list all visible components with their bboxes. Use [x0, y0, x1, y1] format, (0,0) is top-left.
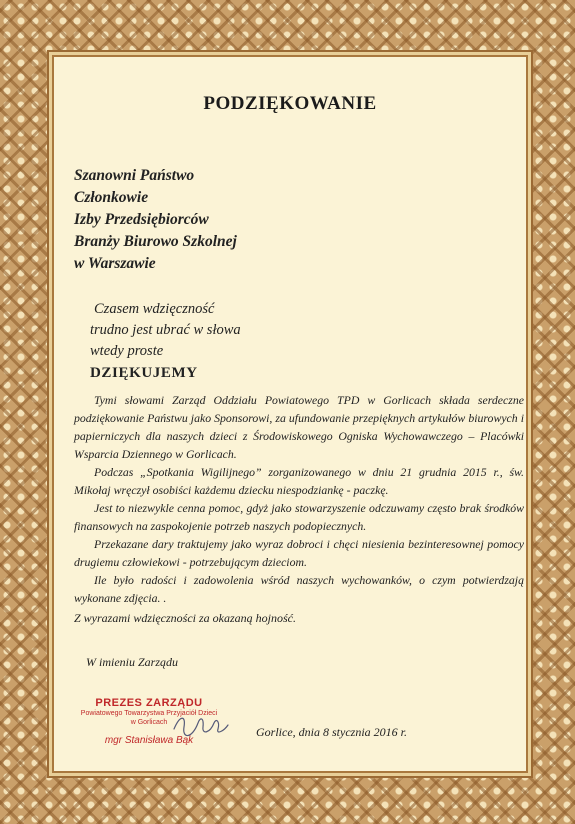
body-paragraph: Podczas „Spotkania Wigilijnego” zorganizowanego w dniu 21 grudnia 2015 r., św. Mikołaj wręczył osobiści każdemu dziecku niespodziankę - paczkę.: [74, 465, 524, 497]
quote-emphasis: DZIĘKUJEMY: [90, 365, 198, 381]
stamp-title: PREZES ZARZĄDU: [95, 697, 203, 709]
quote-line: trudno jest ubrać w słowa: [90, 322, 241, 338]
body-paragraph: Przekazane dary traktujemy jako wyraz dobroci i chęci niesienia bezinteresownej pomocy drugiemu człowiekowi - potrzebującym dzieciom.: [74, 537, 524, 569]
address-line: w Warszawie: [74, 255, 156, 272]
on-behalf-line: W imieniu Zarządu: [86, 655, 179, 669]
address-line: Izby Przedsiębiorców: [74, 211, 209, 228]
address-line: Branży Biurowo Szkolnej: [74, 233, 237, 250]
stamp-organization: Powiatowego Towarzystwa Przyjaciół Dzieci: [80, 710, 218, 717]
stamp-place: w Gorlicach: [130, 719, 168, 726]
quote-line: Czasem wdzięczność: [94, 301, 215, 317]
handwritten-signature: [170, 709, 230, 743]
quote-line: wtedy proste: [90, 343, 164, 359]
letter-body: [74, 391, 524, 607]
page-title: PODZIĘKOWANIE: [203, 93, 377, 114]
stamp-name: mgr Stanisława Bąk: [104, 735, 194, 746]
date-line: Gorlice, dnia 8 stycznia 2016 r.: [256, 725, 407, 739]
closing-line: Z wyrazami wdzięczności za okazaną hojność.: [74, 611, 296, 625]
body-paragraph: Tymi słowami Zarząd Oddziału Powiatowego TPD w Gorlicach składa serdeczne podziękowanie Państwu jako Sponsorowi, za ufundowanie przepięknych artykułów biurowych i papierniczych dla naszych dzieci z Środowiskowego Ogniska Wychowawczego – Placówki Wsparcia Dziennego w Gorlicach.: [74, 393, 524, 461]
recipient-address: [74, 165, 237, 275]
letter-page: [54, 57, 526, 771]
body-paragraph: Jest to niezwykle cenna pomoc, gdyż jako stowarzyszenie odczuwamy często brak środków finansowych na zaspokojenie potrzeb naszych podopiecznych.: [74, 501, 524, 533]
address-line: Członkowie: [74, 189, 149, 206]
gratitude-quote: [90, 299, 241, 384]
address-line: Szanowni Państwo: [74, 167, 195, 184]
body-paragraph: Ile było radości i zadowolenia wśród naszych wychowanków, o czym potwierdzają wykonane zdjęcia. .: [74, 573, 524, 605]
